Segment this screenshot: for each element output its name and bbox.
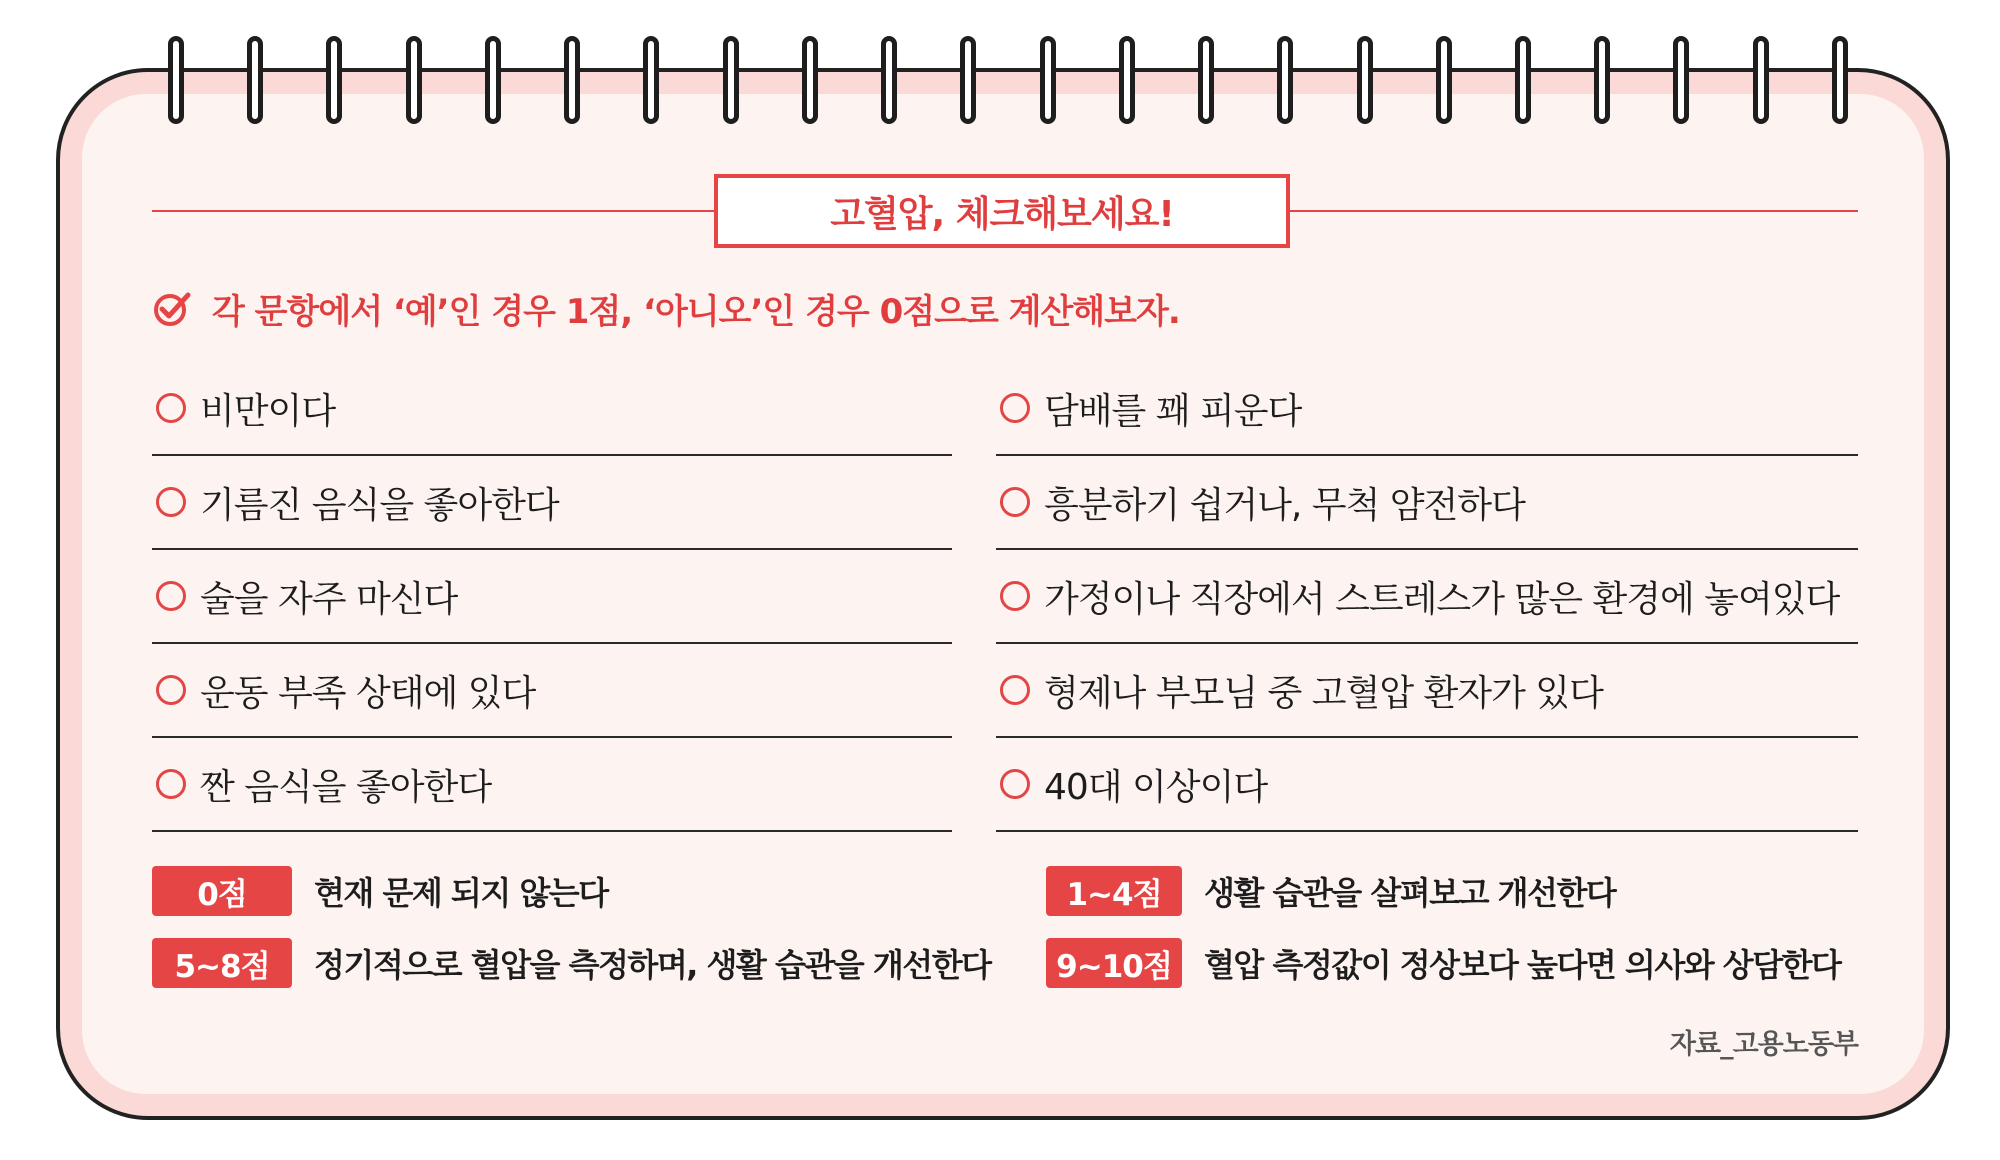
spiral-binding [168, 36, 1848, 128]
score-badge: 0점 [152, 866, 292, 916]
ring-icon [802, 36, 818, 124]
checklist-item-label: 비만이다 [200, 390, 336, 432]
circle-outline-icon [156, 769, 186, 799]
ring-icon [1040, 36, 1056, 124]
ring-icon [960, 36, 976, 124]
checklist-item [996, 456, 1858, 550]
score-badge: 1~4점 [1046, 866, 1182, 916]
checklist-item-label: 술을 자주 마신다 [200, 578, 458, 620]
ring-icon [1594, 36, 1610, 124]
score-row [152, 938, 991, 988]
checklist-item [152, 456, 952, 550]
score-badge: 5~8점 [152, 938, 292, 988]
ring-icon [1436, 36, 1452, 124]
checklist-item [152, 644, 952, 738]
circle-outline-icon [1000, 581, 1030, 611]
ring-icon [1277, 36, 1293, 124]
ring-icon [643, 36, 659, 124]
score-row [152, 866, 608, 916]
checklist-item-label: 짠 음식을 좋아한다 [200, 766, 492, 808]
checklist-item-label: 기름진 음식을 좋아한다 [200, 484, 559, 526]
page-title: 고혈압, 체크해보세요! [714, 174, 1290, 248]
circle-outline-icon [1000, 487, 1030, 517]
title-rule-right [1290, 210, 1858, 212]
ring-icon [1119, 36, 1135, 124]
circle-outline-icon [156, 581, 186, 611]
checklist-item [152, 362, 952, 456]
ring-icon [1515, 36, 1531, 124]
circle-outline-icon [1000, 769, 1030, 799]
circle-outline-icon [1000, 675, 1030, 705]
check-circle-icon [152, 289, 192, 329]
ring-icon [247, 36, 263, 124]
score-description: 현재 문제 되지 않는다 [314, 874, 608, 912]
ring-icon [564, 36, 580, 124]
instruction-text: 각 문항에서 ‘예’인 경우 1점, ‘아니오’인 경우 0점으로 계산해보자. [212, 292, 1180, 332]
ring-icon [485, 36, 501, 124]
checklist-item [996, 362, 1858, 456]
checklist-item [996, 550, 1858, 644]
ring-icon [723, 36, 739, 124]
ring-icon [406, 36, 422, 124]
checklist-item-label: 가정이나 직장에서 스트레스가 많은 환경에 놓여있다 [1044, 578, 1840, 620]
score-description: 생활 습관을 살펴보고 개선한다 [1204, 874, 1616, 912]
circle-outline-icon [156, 675, 186, 705]
score-description: 혈압 측정값이 정상보다 높다면 의사와 상담한다 [1204, 946, 1841, 984]
circle-outline-icon [1000, 393, 1030, 423]
instruction [152, 284, 1180, 333]
checklist-item-label: 운동 부족 상태에 있다 [200, 672, 536, 714]
circle-outline-icon [156, 393, 186, 423]
ring-icon [168, 36, 184, 124]
source-credit: 자료_고용노동부 [1669, 1029, 1858, 1060]
ring-icon [326, 36, 342, 124]
checklist-item [996, 644, 1858, 738]
score-badge: 9~10점 [1046, 938, 1182, 988]
score-description: 정기적으로 혈압을 측정하며, 생활 습관을 개선한다 [314, 946, 991, 984]
ring-icon [1357, 36, 1373, 124]
ring-icon [1673, 36, 1689, 124]
ring-icon [1832, 36, 1848, 124]
checklist-item [152, 738, 952, 832]
score-row [1046, 866, 1615, 916]
checklist-item-label: 40대 이상이다 [1044, 766, 1268, 808]
circle-outline-icon [156, 487, 186, 517]
checklist-item-label: 형제나 부모님 중 고혈압 환자가 있다 [1044, 672, 1603, 714]
checklist-item [996, 738, 1858, 832]
ring-icon [1198, 36, 1214, 124]
ring-icon [881, 36, 897, 124]
checklist-item [152, 550, 952, 644]
checklist-item-label: 담배를 꽤 피운다 [1044, 390, 1302, 432]
title-rule-left [152, 210, 714, 212]
checklist-item-label: 흥분하기 쉽거나, 무척 얌전하다 [1044, 484, 1525, 526]
ring-icon [1753, 36, 1769, 124]
score-row [1046, 938, 1840, 988]
